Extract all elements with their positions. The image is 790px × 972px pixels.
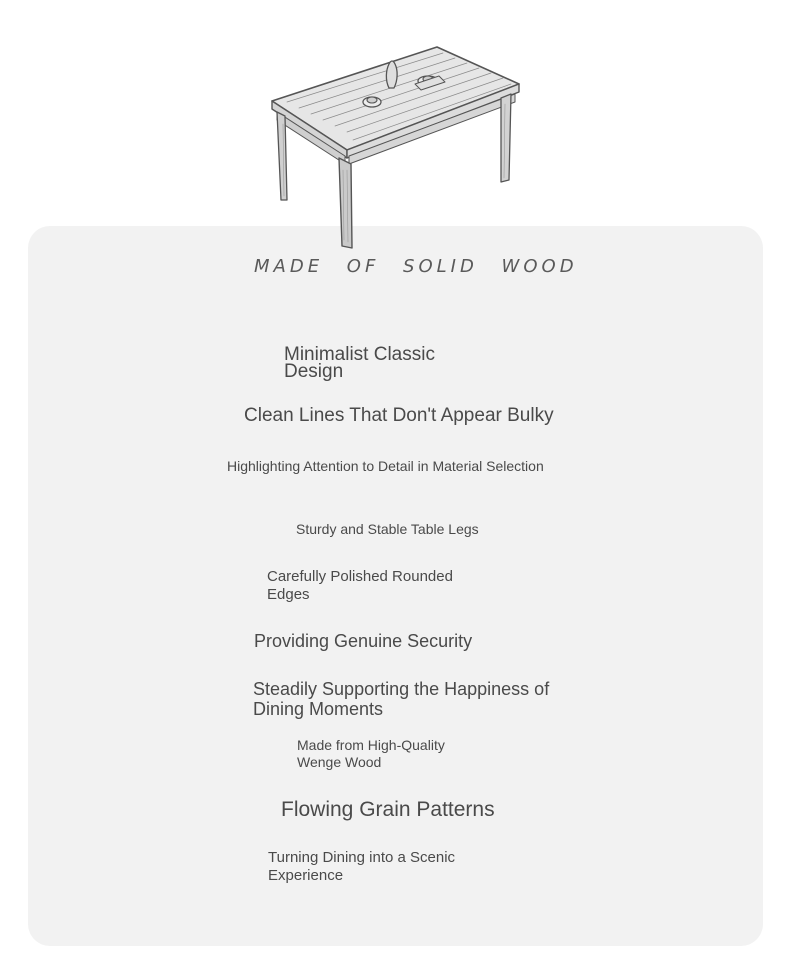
feature-item: Sturdy and Stable Table Legs [296,521,479,537]
feature-item: Minimalist Classic Design [284,344,435,382]
feature-item: Made from High-Quality Wenge Wood [297,737,445,770]
dining-table-sketch-icon [265,40,527,255]
feature-item: Clean Lines That Don't Appear Bulky [244,405,554,426]
feature-item: Highlighting Attention to Detail in Material Selection [227,458,544,474]
feature-item: Providing Genuine Security [254,631,473,651]
feature-item: Turning Dining into a Scenic Experience [268,849,456,884]
feature-item: Flowing Grain Patterns [281,798,495,821]
feature-item: Steadily Supporting the Happiness of Dining Moments [253,679,550,719]
headline: MADE OF SOLID WOOD [254,256,578,277]
feature-item: Carefully Polished Rounded Edges [267,568,453,603]
